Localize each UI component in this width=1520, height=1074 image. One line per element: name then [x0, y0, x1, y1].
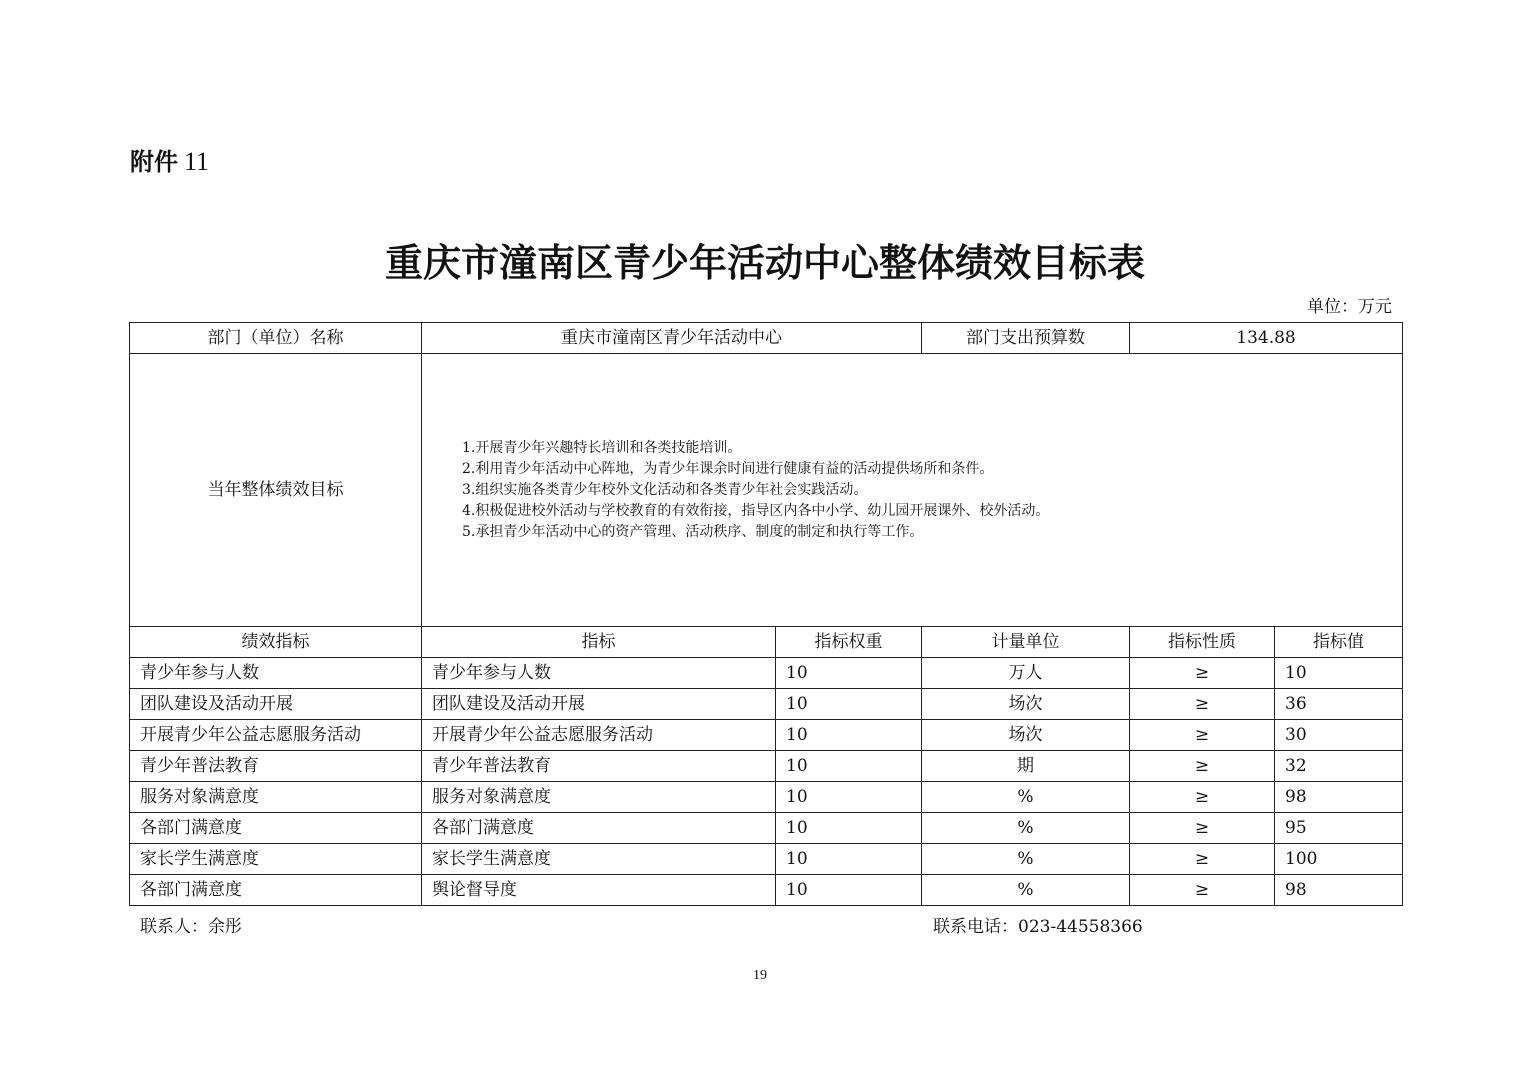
cell-nature: ≥	[1130, 844, 1275, 875]
table-row	[130, 720, 1403, 751]
cell-indicator: 团队建设及活动开展	[130, 689, 422, 720]
column-header-row	[130, 627, 1403, 658]
cell-metric: 舆论督导度	[422, 875, 776, 906]
annual-goal-label: 当年整体绩效目标	[130, 354, 422, 627]
attachment-text: 附件	[130, 148, 178, 176]
cell-unit: 场次	[922, 689, 1130, 720]
dept-name-value: 重庆市潼南区青少年活动中心	[422, 323, 922, 354]
cell-metric: 青少年普法教育	[422, 751, 776, 782]
cell-nature: ≥	[1130, 782, 1275, 813]
cell-metric: 开展青少年公益志愿服务活动	[422, 720, 776, 751]
table-row	[130, 751, 1403, 782]
cell-nature: ≥	[1130, 658, 1275, 689]
table-row	[130, 813, 1403, 844]
performance-target-table	[129, 322, 1403, 906]
cell-value: 36	[1275, 689, 1403, 720]
cell-unit: %	[922, 813, 1130, 844]
cell-indicator: 开展青少年公益志愿服务活动	[130, 720, 422, 751]
cell-metric: 家长学生满意度	[422, 844, 776, 875]
annual-goal-row	[130, 354, 1403, 627]
cell-weight: 10	[776, 658, 922, 689]
cell-unit: 场次	[922, 720, 1130, 751]
department-row	[130, 323, 1403, 354]
document-title: 重庆市潼南区青少年活动中心整体绩效目标表	[384, 240, 1145, 285]
cell-indicator: 青少年普法教育	[130, 751, 422, 782]
cell-nature: ≥	[1130, 875, 1275, 906]
cell-indicator: 各部门满意度	[130, 875, 422, 906]
cell-weight: 10	[776, 782, 922, 813]
cell-value: 98	[1275, 782, 1403, 813]
cell-weight: 10	[776, 875, 922, 906]
cell-nature: ≥	[1130, 813, 1275, 844]
cell-metric: 服务对象满意度	[422, 782, 776, 813]
cell-unit: %	[922, 875, 1130, 906]
budget-value: 134.88	[1130, 323, 1403, 354]
goal-list	[432, 438, 1392, 543]
cell-weight: 10	[776, 844, 922, 875]
page-number: 19	[753, 968, 767, 983]
goal-item: 2.利用青少年活动中心阵地，为青少年课余时间进行健康有益的活动提供场所和条件。	[462, 460, 994, 477]
dept-name-label: 部门（单位）名称	[130, 323, 422, 354]
annual-goal-content	[422, 354, 1403, 627]
cell-indicator: 青少年参与人数	[130, 658, 422, 689]
contact-person: 联系人：余彤	[140, 917, 242, 937]
cell-indicator: 家长学生满意度	[130, 844, 422, 875]
col-header-indicator: 绩效指标	[130, 627, 422, 658]
table-row	[130, 844, 1403, 875]
col-header-metric: 指标	[422, 627, 776, 658]
cell-unit: %	[922, 844, 1130, 875]
budget-label: 部门支出预算数	[922, 323, 1130, 354]
cell-value: 100	[1275, 844, 1403, 875]
cell-value: 10	[1275, 658, 1403, 689]
col-header-unit: 计量单位	[922, 627, 1130, 658]
cell-value: 30	[1275, 720, 1403, 751]
goal-item: 4.积极促进校外活动与学校教育的有效衔接，指导区内各中小学、幼儿园开展课外、校外活动。	[462, 502, 1050, 519]
cell-unit: 期	[922, 751, 1130, 782]
goal-item: 3.组织实施各类青少年校外文化活动和各类青少年社会实践活动。	[462, 481, 868, 498]
goal-item: 1.开展青少年兴趣特长培训和各类技能培训。	[462, 439, 742, 456]
cell-nature: ≥	[1130, 751, 1275, 782]
attachment-label	[130, 144, 209, 180]
cell-weight: 10	[776, 689, 922, 720]
cell-value: 32	[1275, 751, 1403, 782]
cell-nature: ≥	[1130, 689, 1275, 720]
cell-unit: 万人	[922, 658, 1130, 689]
table-row	[130, 658, 1403, 689]
col-header-weight: 指标权重	[776, 627, 922, 658]
table-row	[130, 782, 1403, 813]
cell-weight: 10	[776, 813, 922, 844]
col-header-nature: 指标性质	[1130, 627, 1275, 658]
contact-phone: 联系电话：023-44558366	[933, 917, 1143, 937]
cell-metric: 团队建设及活动开展	[422, 689, 776, 720]
table-body	[130, 323, 1403, 906]
cell-value: 95	[1275, 813, 1403, 844]
cell-metric: 青少年参与人数	[422, 658, 776, 689]
cell-indicator: 服务对象满意度	[130, 782, 422, 813]
goal-item: 5.承担青少年活动中心的资产管理、活动秩序、制度的制定和执行等工作。	[462, 523, 924, 540]
table-row	[130, 689, 1403, 720]
table-row	[130, 875, 1403, 906]
cell-weight: 10	[776, 720, 922, 751]
cell-weight: 10	[776, 751, 922, 782]
cell-unit: %	[922, 782, 1130, 813]
cell-metric: 各部门满意度	[422, 813, 776, 844]
unit-note: 单位：万元	[1307, 297, 1392, 317]
col-header-value: 指标值	[1275, 627, 1403, 658]
attachment-number: 11	[184, 147, 210, 176]
cell-nature: ≥	[1130, 720, 1275, 751]
cell-indicator: 各部门满意度	[130, 813, 422, 844]
cell-value: 98	[1275, 875, 1403, 906]
